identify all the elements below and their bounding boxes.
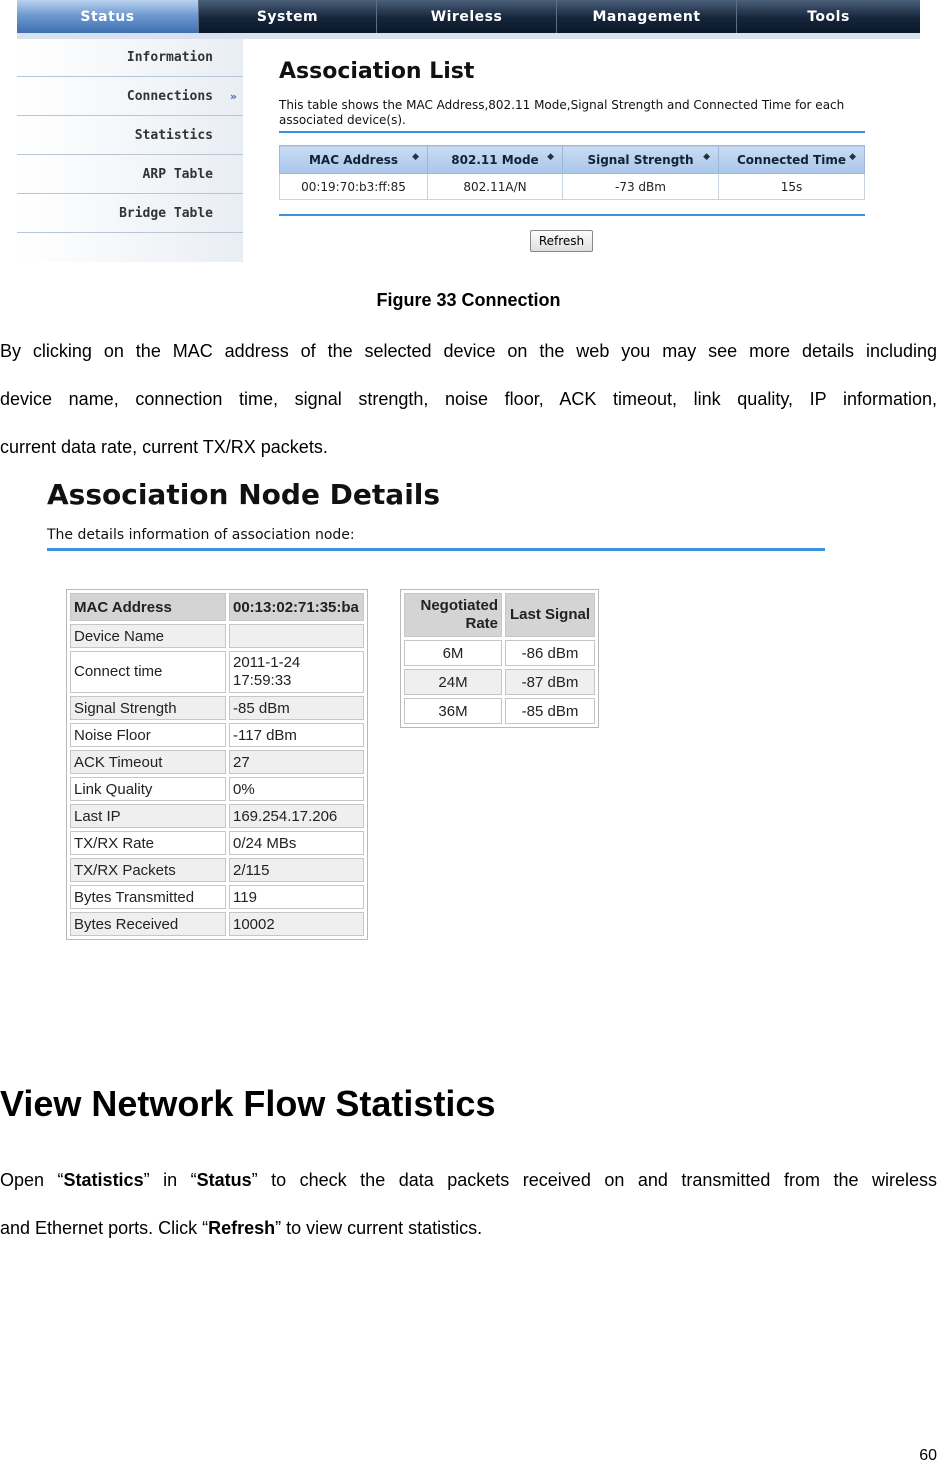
detail-value: 0/24 MBs <box>229 831 364 855</box>
title-divider <box>279 131 865 133</box>
signal-cell: -85 dBm <box>505 698 595 724</box>
paragraph-line: and Ethernet ports. Click “Refresh” to view current statistics. <box>0 1218 483 1238</box>
detail-key: ACK Timeout <box>70 750 226 774</box>
detail-key: TX/RX Rate <box>70 831 226 855</box>
body-paragraph <box>0 1156 937 1252</box>
detail-value: -85 dBm <box>229 696 364 720</box>
detail-value: 10002 <box>229 912 364 936</box>
detail-value: -117 dBm <box>229 723 364 747</box>
sidebar-item-arp-table[interactable]: ARP Table <box>17 156 243 194</box>
double-chevron-right-icon: » <box>229 90 237 103</box>
table-row <box>70 651 364 693</box>
rate-cell: 6M <box>404 640 502 666</box>
sort-icon: ◆ <box>703 152 710 162</box>
table-row <box>70 750 364 774</box>
paragraph-line: By clicking on the MAC address of the selected device on the web you may see more details including <box>0 341 937 361</box>
mode-cell: 802.11A/N <box>428 174 563 200</box>
column-header-mac-address[interactable]: MAC Address ◆ <box>280 146 428 174</box>
table-row <box>70 723 364 747</box>
rate-cell: 36M <box>404 698 502 724</box>
table-row <box>70 831 364 855</box>
table-row <box>70 624 364 648</box>
detail-key: Last IP <box>70 804 226 828</box>
detail-key: Signal Strength <box>70 696 226 720</box>
body-paragraph <box>0 327 937 471</box>
top-navigation <box>17 0 920 34</box>
sidebar-item-bridge-table[interactable]: Bridge Table <box>17 195 243 233</box>
main-content <box>243 39 920 262</box>
table-row <box>404 698 595 724</box>
node-details-table <box>66 589 368 940</box>
detail-value: 2011-1-24 17:59:33 <box>229 651 364 693</box>
signal-cell: -86 dBm <box>505 640 595 666</box>
node-details-title: Association Node Details <box>47 478 441 511</box>
tab-status[interactable]: Status <box>17 0 199 33</box>
node-details-divider <box>47 548 825 551</box>
table-row <box>70 804 364 828</box>
table-row <box>70 858 364 882</box>
sidebar-item-statistics[interactable]: Statistics <box>17 117 243 155</box>
table-row <box>70 696 364 720</box>
sort-icon: ◆ <box>547 152 554 162</box>
time-cell: 15s <box>719 174 865 200</box>
sort-icon: ◆ <box>412 152 419 162</box>
sidebar-item-information[interactable]: Information <box>17 39 243 77</box>
signal-cell: -87 dBm <box>505 669 595 695</box>
rate-cell: 24M <box>404 669 502 695</box>
mac-address-link[interactable]: 00:19:70:b3:ff:85 <box>280 174 428 200</box>
table-row <box>404 669 595 695</box>
detail-value: 0% <box>229 777 364 801</box>
paragraph-line: current data rate, current TX/RX packets. <box>0 437 328 457</box>
detail-value: 169.254.17.206 <box>229 804 364 828</box>
refresh-button[interactable]: Refresh <box>530 230 593 252</box>
tab-tools[interactable]: Tools <box>807 8 850 25</box>
detail-key: MAC Address <box>70 593 226 621</box>
sidebar-item-connections[interactable] <box>17 78 243 116</box>
column-header-negotiated-rate: Negotiated Rate <box>404 593 502 637</box>
detail-key: Connect time <box>70 651 226 693</box>
page-number: 60 <box>919 1447 937 1464</box>
table-divider <box>279 214 865 216</box>
node-details-description: The details information of association node: <box>47 527 355 543</box>
detail-key: Link Quality <box>70 777 226 801</box>
sidebar <box>17 39 243 262</box>
figure-caption: Figure 33 Connection <box>376 290 561 310</box>
table-row <box>70 593 364 621</box>
section-heading: View Network Flow Statistics <box>0 1083 496 1124</box>
detail-key: Bytes Transmitted <box>70 885 226 909</box>
paragraph-line: device name, connection time, signal strength, noise floor, ACK timeout, link quality, IP information, <box>0 389 937 409</box>
association-table <box>279 145 865 200</box>
page-title: Association List <box>279 59 475 84</box>
rate-signal-table <box>400 589 599 728</box>
detail-value: 27 <box>229 750 364 774</box>
detail-value: 00:13:02:71:35:ba <box>229 593 364 621</box>
page-description: This table shows the MAC Address,802.11 Mode,Signal Strength and Connected Time for each associated device(s). <box>279 98 845 127</box>
table-row <box>280 174 865 200</box>
detail-key: Noise Floor <box>70 723 226 747</box>
table-row <box>404 593 595 637</box>
tab-wireless[interactable]: Wireless <box>377 0 557 33</box>
detail-key: Bytes Received <box>70 912 226 936</box>
table-row <box>70 885 364 909</box>
column-header-signal-strength[interactable]: Signal Strength ◆ <box>563 146 719 174</box>
detail-key: Device Name <box>70 624 226 648</box>
column-header-last-signal: Last Signal <box>505 593 595 637</box>
sort-icon: ◆ <box>849 152 856 162</box>
column-header-mode[interactable]: 802.11 Mode ◆ <box>428 146 563 174</box>
sidebar-item-label: Connections <box>126 89 213 104</box>
table-row <box>70 777 364 801</box>
association-list-screenshot <box>17 0 920 262</box>
table-row <box>404 640 595 666</box>
table-row <box>70 912 364 936</box>
tab-management[interactable]: Management <box>557 0 737 33</box>
detail-key: TX/RX Packets <box>70 858 226 882</box>
detail-value: 119 <box>229 885 364 909</box>
column-header-connected-time[interactable]: Connected Time ◆ <box>719 146 865 174</box>
paragraph-line: Open “Statistics” in “Status” to check the data packets received on and transmitted from the wireless <box>0 1170 937 1190</box>
signal-cell: -73 dBm <box>563 174 719 200</box>
detail-value <box>229 624 364 648</box>
detail-value: 2/115 <box>229 858 364 882</box>
tab-system[interactable]: System <box>199 0 377 33</box>
